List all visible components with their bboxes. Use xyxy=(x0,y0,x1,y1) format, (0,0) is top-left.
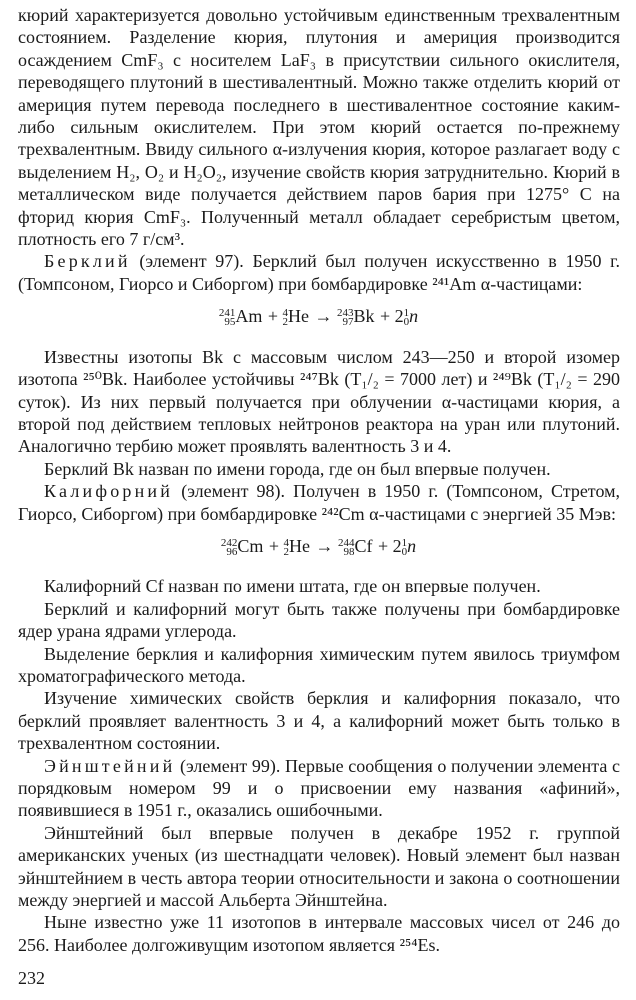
paragraph-es-discovery: Эйнштейний был впервые получен в декабре 1952 г. группой американских ученых (из шестнадцати человек). Новый элемент был назван эйнштейнием в честь автора теории относительности и закона о соотношении между энергией и массой Альберта Эйнштейна. xyxy=(18,822,620,911)
nuclide: 243 97 Bk xyxy=(336,306,375,329)
arrow-icon: → xyxy=(314,306,333,327)
page-number: 232 xyxy=(18,968,45,988)
page-body xyxy=(18,4,620,956)
paragraph-bk-name: Берклий Bk назван по имени города, где он был впервые получен. xyxy=(44,458,551,479)
paragraph-bk-isotopes: Известны изотопы Bk с массовым числом 243—250 и второй изомер изотопа ²⁵⁰Bk. Наиболее устойчивы ²⁴⁷Bk (T₁/₂ = 7000 лет) и ²⁴⁹Bk (T₁/₂ = 290 суток). Из них первый получается при облучении α-частицами кюрия, а второй под действием тепловых нейтронов реактора на уран или плутоний. Аналогично тербию может проявлять валентность 3 и 4. xyxy=(18,346,620,457)
paragraph-carbon-bombardment: Берклий и калифорний могут быть также получены при бомбардировке ядер урана ядрами углерода. xyxy=(18,598,620,642)
paragraph-valence: Изучение химических свойств берклия и калифорния показало, что берклий проявляет валентность 3 и 4, а калифорний может быть только в трехвалентном состоянии. xyxy=(18,688,620,754)
paragraph-chromatography: Выделение берклия и калифорния химическим путем явилось триумфом хроматографического метода. xyxy=(18,643,620,686)
paragraph-californium-text: (элемент 98). Получен в 1950 г. (Томпсоном, Стретом, Гиорсо, Сиборгом) при бомбардировке ²⁴²Cm α-частицами с энергией 35 Мэв: xyxy=(18,481,620,524)
paragraph-californium xyxy=(18,480,620,525)
formula-berkelium xyxy=(18,305,620,327)
paragraph-curium: кюрий характеризуется довольно устойчивым единственным трехвалентным состоянием. Разделение кюрия, плутония и америция производится осаждением CmF₃ с носителем LaF₃ в присутствии сильного окислителя, переводящего плутоний в шестивалентный. Можно также отделить кюрий от америция путем перевода последнего в шестивалентное состояние каким-либо сильным окислителем. При этом кюрий остается по-прежнему трехвалентным. Ввиду сильного α-излучения кюрия, которое разлагает воду с выделением H₂, O₂ и H₂O₂, изучение свойств кюрия затруднительно. Кюрий в металлическом виде получается действием паров бария при 1275° C на фторид кюрия CmF₃. Полученный металл обладает серебристым цветом, плотность его 7 г/см³. xyxy=(18,5,620,250)
term-californium: Калифорний xyxy=(44,481,174,502)
plus-sign: + xyxy=(267,306,278,327)
paragraph-berkelium xyxy=(18,250,620,295)
paragraph-einsteinium-text: (элемент 99). Первые сообщения о получении элемента с порядковым номером 99 и о присвоении ему названия «афиний», появившиеся в 1951 г., оказались ошибочными. xyxy=(18,755,620,821)
plus-sign: + xyxy=(268,535,279,556)
nuclide: 2 1 0 n xyxy=(394,306,419,329)
plus-sign: + xyxy=(378,535,389,556)
paragraph-einsteinium xyxy=(18,755,620,822)
nuclide: 2 1 0 n xyxy=(392,535,417,558)
term-berkelium: Берклий xyxy=(44,251,131,272)
nuclide: 241 95 Am xyxy=(218,306,263,329)
paragraph-cf-name: Калифорний Cf назван по имени штата, где он впервые получен. xyxy=(44,576,541,597)
plus-sign: + xyxy=(380,306,391,327)
nuclide: 4 2 He xyxy=(283,535,310,558)
term-einsteinium: Эйнштейний xyxy=(44,755,176,776)
nuclide: 244 98 Cf xyxy=(338,535,373,558)
paragraph-es-isotopes: Ныне известно уже 11 изотопов в интервале массовых чисел от 246 до 256. Наиболее долгоживущим изотопом является ²⁵⁴Es. xyxy=(18,912,620,955)
formula-californium xyxy=(18,535,620,557)
arrow-icon: → xyxy=(315,535,334,556)
nuclide: 4 2 He xyxy=(282,306,309,329)
nuclide: 242 96 Cm xyxy=(220,535,264,558)
paragraph-berkelium-text: (элемент 97). Берклий был получен искусственно в 1950 г. (Томпсоном, Гиорсо и Сиборгом) при бомбардировке ²⁴¹Am α-частицами: xyxy=(18,251,620,294)
